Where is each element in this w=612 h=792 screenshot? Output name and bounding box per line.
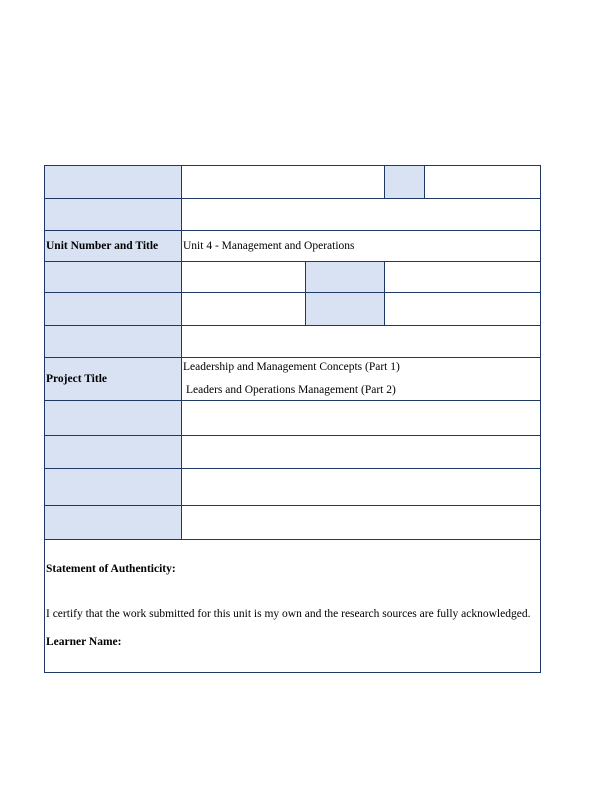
value-cell-8[interactable] [182,401,541,436]
label-cell-1 [45,166,182,199]
label-cell-5 [45,293,182,326]
project-title-label: Project Title [45,358,182,401]
project-title-part-2: Leaders and Operations Management (Part 2) [186,384,396,396]
label-cell-9 [45,436,182,469]
label-cell-4b [306,262,385,293]
form-row-4 [45,262,541,293]
statement-title: Statement of Authenticity: [46,563,176,575]
label-cell-2 [45,199,182,231]
form-row-11 [45,506,541,540]
form-row-9 [45,436,541,469]
unit-number-title-label: Unit Number and Title [45,231,182,262]
form-row-10 [45,469,541,506]
statement-of-authenticity [45,540,541,673]
value-cell-11[interactable] [182,506,541,540]
form-row-8 [45,401,541,436]
form-row-1 [45,166,541,199]
label-cell-4 [45,262,182,293]
assignment-cover-sheet [44,165,540,673]
value-cell-1[interactable] [182,166,385,199]
project-title-part-1: Leadership and Management Concepts (Part 1) [183,361,400,373]
value-cell-2[interactable] [182,199,541,231]
statement-text: I certify that the work submitted for this unit is my own and the research sources are fully acknowledged. [46,608,531,620]
form-row-statement [45,540,541,673]
label-cell-6 [45,326,182,358]
label-cell-5b [306,293,385,326]
form-row-unit [45,231,541,262]
cover-form-table [44,165,541,673]
form-row-5 [45,293,541,326]
value-cell-9[interactable] [182,436,541,469]
value-cell-10[interactable] [182,469,541,506]
value-cell-4[interactable] [182,262,306,293]
form-row-6 [45,326,541,358]
label-cell-1b [385,166,425,199]
value-cell-5b[interactable] [385,293,541,326]
form-row-project [45,358,541,401]
label-cell-11 [45,506,182,540]
label-cell-8 [45,401,182,436]
learner-name-label: Learner Name: [46,636,122,648]
value-cell-1b[interactable] [425,166,541,199]
value-cell-4b[interactable] [385,262,541,293]
unit-number-title-value[interactable]: Unit 4 - Management and Operations [182,231,541,262]
form-row-2 [45,199,541,231]
label-cell-10 [45,469,182,506]
value-cell-6[interactable] [182,326,541,358]
value-cell-5[interactable] [182,293,306,326]
project-title-value[interactable] [182,358,541,401]
